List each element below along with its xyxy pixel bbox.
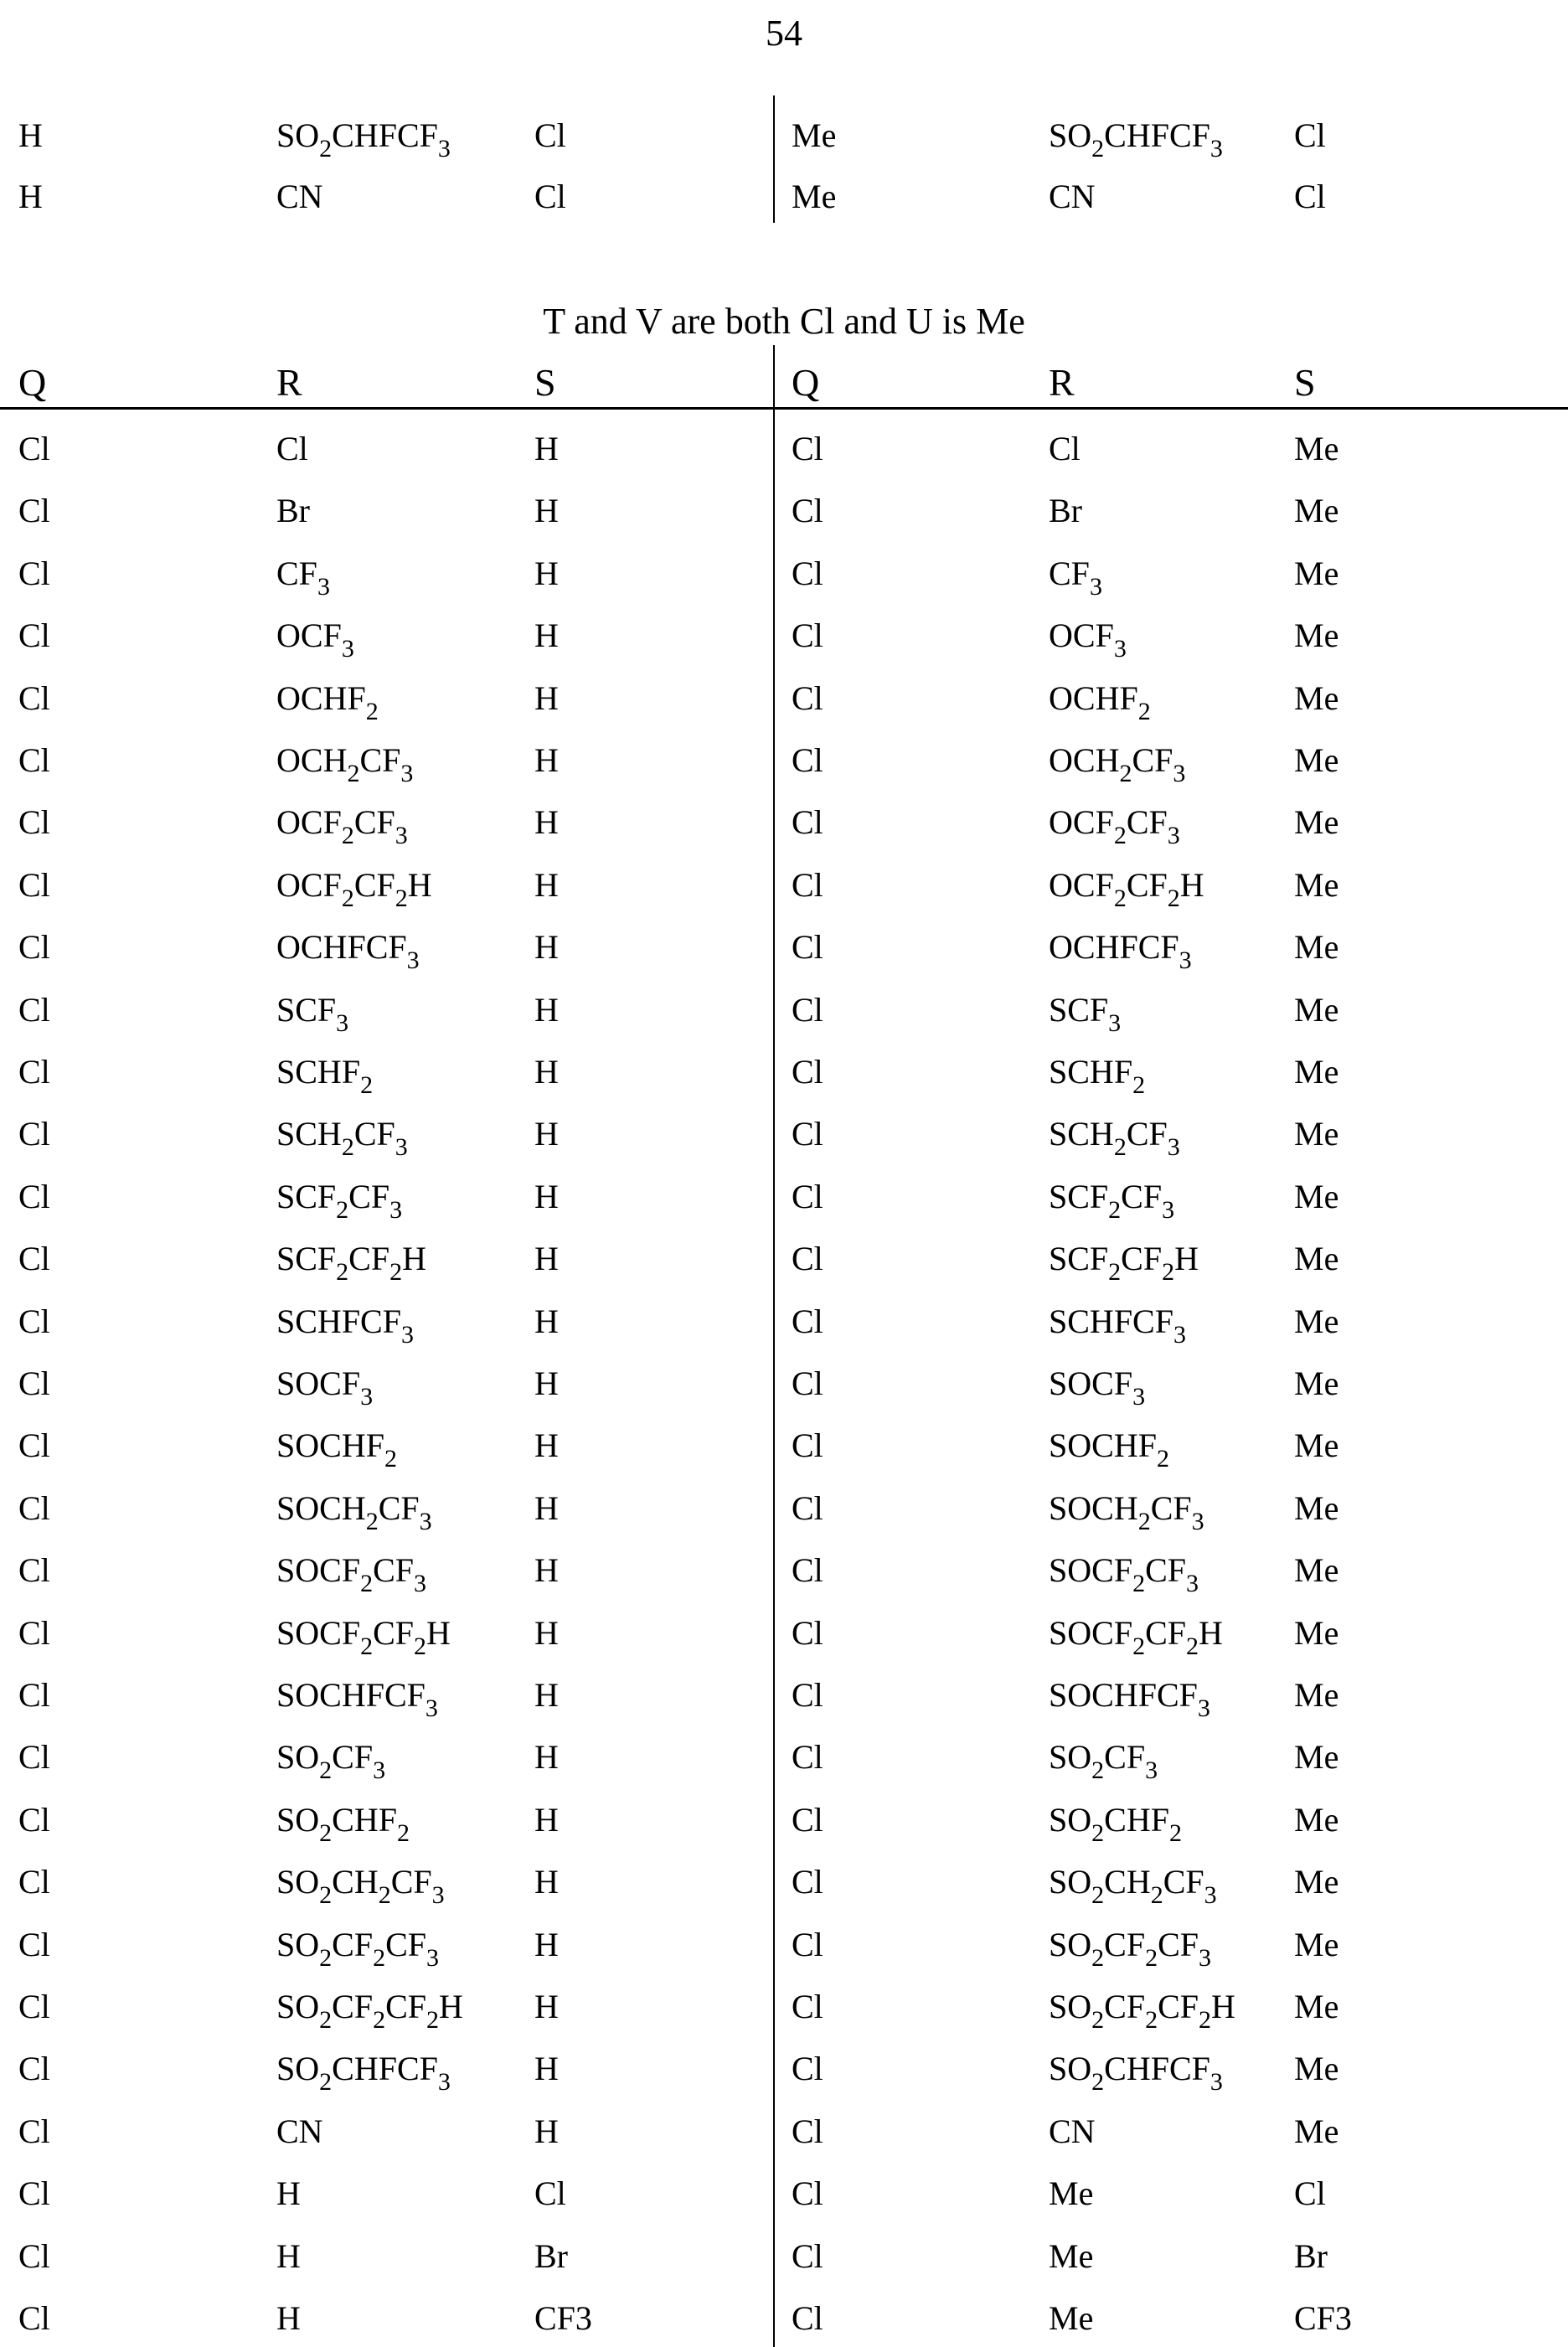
- cell-left-q: Cl: [18, 1053, 50, 1091]
- cell-left-q: Cl: [18, 1489, 50, 1527]
- cell-left-r: $SCHFCF_3$: [276, 1302, 414, 1349]
- cell-left-r: H: [276, 2237, 301, 2275]
- table-column-divider: [773, 345, 775, 2347]
- cell-right-s: Me: [1294, 1676, 1339, 1714]
- cell-right-q: Cl: [792, 1988, 823, 2025]
- header-right-q: Q: [792, 361, 820, 404]
- cell-right-r: $OCHF_2$: [1049, 679, 1151, 725]
- cell-left-r: $SCF_2CF_2H$: [276, 1240, 426, 1286]
- cell-right-r: $SOCF_2CF_2H$: [1049, 1614, 1223, 1660]
- cell-left-q: Cl: [18, 1926, 50, 1963]
- cell-right-r: $SCF_3$: [1049, 991, 1122, 1037]
- cell-right-r: $SOCHFCF_3$: [1049, 1676, 1210, 1722]
- cell-left-q: Cl: [18, 803, 50, 841]
- cell-left-q: Cl: [18, 2237, 50, 2275]
- cell-left-s: H: [534, 1801, 559, 1839]
- cell-right-s: Me: [1294, 430, 1339, 467]
- cell-right-r: $SO_2CHFCF_3$: [1049, 2050, 1223, 2096]
- cell-right-s: Me: [1294, 741, 1339, 779]
- cell-left-q: Cl: [18, 1426, 50, 1464]
- cell-left-s: H: [534, 866, 559, 904]
- cell-right-s: Me: [1294, 1053, 1339, 1091]
- cell-right-q: Cl: [792, 1115, 823, 1153]
- cell-left-s: H: [534, 741, 559, 779]
- cell-right-q: Cl: [792, 492, 823, 529]
- cell-right-q: Cl: [792, 1738, 823, 1776]
- cell-left-s: H: [534, 1240, 559, 1277]
- cell-right-q: Cl: [792, 1614, 823, 1652]
- cell-right-s: Cl: [1294, 178, 1326, 215]
- cell-left-r: $CF_3$: [276, 555, 330, 601]
- cell-right-q: Cl: [792, 1364, 823, 1402]
- cell-right-q: Cl: [792, 430, 823, 467]
- cell-right-q: Cl: [792, 741, 823, 779]
- continued-column-divider: [773, 95, 775, 223]
- page-number: 54: [766, 13, 802, 54]
- cell-right-r: $SCHF_2$: [1049, 1053, 1146, 1099]
- cell-left-q: H: [18, 116, 43, 154]
- cell-left-r: H: [276, 2174, 301, 2212]
- cell-left-q: Cl: [18, 430, 50, 467]
- cell-left-s: Cl: [534, 2174, 566, 2212]
- cell-left-s: Cl: [534, 178, 566, 215]
- cell-right-s: Me: [1294, 2050, 1339, 2087]
- cell-left-r: $SCF_3$: [276, 991, 349, 1037]
- cell-left-r: CN: [276, 2112, 323, 2150]
- cell-right-q: Cl: [792, 555, 823, 592]
- cell-right-s: Me: [1294, 1738, 1339, 1776]
- cell-right-r: $SO_2CHFCF_3$: [1049, 116, 1223, 162]
- cell-left-q: Cl: [18, 2050, 50, 2087]
- cell-left-q: Cl: [18, 1863, 50, 1901]
- cell-left-r: $OCH_2CF_3$: [276, 741, 414, 787]
- cell-right-r: CN: [1049, 2112, 1096, 2150]
- cell-left-s: H: [534, 1738, 559, 1776]
- header-rule: [0, 407, 1568, 410]
- cell-left-s: H: [534, 803, 559, 841]
- cell-right-q: Cl: [792, 1863, 823, 1901]
- cell-right-s: Me: [1294, 1178, 1339, 1215]
- cell-left-q: Cl: [18, 1240, 50, 1277]
- cell-left-s: H: [534, 1302, 559, 1340]
- cell-right-r: CN: [1049, 178, 1096, 215]
- cell-right-r: Cl: [1049, 430, 1081, 467]
- cell-right-s: Me: [1294, 1240, 1339, 1277]
- cell-left-r: $SCF_2CF_3$: [276, 1178, 403, 1224]
- cell-left-s: H: [534, 1364, 559, 1402]
- cell-left-s: H: [534, 1614, 559, 1652]
- cell-left-r: $SOCF_2CF_2H$: [276, 1614, 451, 1660]
- cell-right-r: Me: [1049, 2174, 1094, 2212]
- cell-right-s: Br: [1294, 2237, 1328, 2275]
- cell-right-q: Cl: [792, 866, 823, 904]
- cell-left-q: Cl: [18, 1178, 50, 1215]
- cell-right-q: Cl: [792, 803, 823, 841]
- cell-left-q: Cl: [18, 866, 50, 904]
- cell-left-s: H: [534, 430, 559, 467]
- cell-right-s: Cl: [1294, 116, 1326, 154]
- cell-left-s: H: [534, 1676, 559, 1714]
- cell-right-q: Cl: [792, 1926, 823, 1963]
- cell-left-q: Cl: [18, 991, 50, 1029]
- cell-left-r: $SO_2CHFCF_3$: [276, 2050, 451, 2096]
- cell-right-r: $OCF_3$: [1049, 616, 1127, 663]
- cell-right-q: Cl: [792, 1551, 823, 1589]
- cell-right-q: Cl: [792, 1178, 823, 1215]
- cell-right-r: Br: [1049, 492, 1082, 529]
- cell-right-q: Cl: [792, 2050, 823, 2087]
- header-left-q: Q: [18, 361, 47, 404]
- cell-right-s: Cl: [1294, 2174, 1326, 2212]
- cell-right-q: Cl: [792, 1302, 823, 1340]
- cell-right-s: Me: [1294, 492, 1339, 529]
- cell-left-q: Cl: [18, 1988, 50, 2025]
- cell-left-r: $SOCF_2CF_3$: [276, 1551, 426, 1597]
- cell-right-q: Me: [792, 178, 837, 215]
- cell-right-r: $SOCF_3$: [1049, 1364, 1146, 1411]
- cell-left-r: CN: [276, 178, 323, 215]
- cell-right-r: Me: [1049, 2237, 1094, 2275]
- cell-right-r: $SO_2CHF_2$: [1049, 1801, 1182, 1847]
- cell-right-r: $OCF_2CF_3$: [1049, 803, 1180, 849]
- cell-left-r: $SO_2CF_3$: [276, 1738, 386, 1784]
- cell-left-q: Cl: [18, 1738, 50, 1776]
- cell-left-s: Cl: [534, 116, 566, 154]
- cell-right-s: CF3: [1294, 2299, 1352, 2337]
- cell-right-s: Me: [1294, 803, 1339, 841]
- cell-right-q: Cl: [792, 1801, 823, 1839]
- cell-right-s: Me: [1294, 991, 1339, 1029]
- cell-left-q: Cl: [18, 555, 50, 592]
- cell-left-s: H: [534, 492, 559, 529]
- cell-right-q: Cl: [792, 1053, 823, 1091]
- cell-left-s: H: [534, 1178, 559, 1215]
- cell-left-r: Br: [276, 492, 310, 529]
- cell-left-q: H: [18, 178, 43, 215]
- cell-right-q: Cl: [792, 679, 823, 717]
- cell-right-s: Me: [1294, 1863, 1339, 1901]
- cell-right-s: Me: [1294, 1551, 1339, 1589]
- cell-right-q: Cl: [792, 616, 823, 654]
- cell-left-r: $SO_2CH_2CF_3$: [276, 1863, 445, 1909]
- cell-left-s: H: [534, 1115, 559, 1153]
- cell-right-q: Cl: [792, 1240, 823, 1277]
- cell-left-r: Cl: [276, 430, 308, 467]
- cell-right-s: Me: [1294, 2112, 1339, 2150]
- cell-right-r: $SCF_2CF_2H$: [1049, 1240, 1199, 1286]
- cell-left-r: $OCHF_2$: [276, 679, 379, 725]
- cell-left-r: $SO_2CHF_2$: [276, 1801, 410, 1847]
- cell-left-s: H: [534, 1863, 559, 1901]
- cell-right-q: Cl: [792, 928, 823, 966]
- cell-left-s: H: [534, 616, 559, 654]
- cell-left-q: Cl: [18, 2174, 50, 2212]
- cell-left-s: H: [534, 2112, 559, 2150]
- cell-left-r: $OCF_2CF_2H$: [276, 866, 432, 912]
- cell-right-s: Me: [1294, 1489, 1339, 1527]
- cell-left-q: Cl: [18, 1551, 50, 1589]
- cell-right-r: $SO_2CF_2CF_2H$: [1049, 1988, 1235, 2034]
- cell-left-q: Cl: [18, 928, 50, 966]
- cell-left-q: Cl: [18, 1676, 50, 1714]
- cell-left-s: Br: [534, 2237, 568, 2275]
- cell-left-s: H: [534, 2050, 559, 2087]
- cell-right-r: $SO_2CF_2CF_3$: [1049, 1926, 1212, 1972]
- cell-left-s: H: [534, 928, 559, 966]
- cell-left-q: Cl: [18, 679, 50, 717]
- cell-right-r: $SCF_2CF_3$: [1049, 1178, 1175, 1224]
- cell-left-q: Cl: [18, 741, 50, 779]
- cell-right-s: Me: [1294, 616, 1339, 654]
- cell-left-r: $OCF_3$: [276, 616, 354, 663]
- cell-right-s: Me: [1294, 555, 1339, 592]
- cell-left-r: $SCH_2CF_3$: [276, 1115, 408, 1161]
- cell-right-r: $SO_2CH_2CF_3$: [1049, 1863, 1217, 1909]
- cell-right-s: Me: [1294, 1801, 1339, 1839]
- header-right-r: R: [1049, 361, 1075, 404]
- cell-right-r: $SCHFCF_3$: [1049, 1302, 1186, 1349]
- cell-left-q: Cl: [18, 616, 50, 654]
- cell-left-r: $SO_2CF_2CF_2H$: [276, 1988, 463, 2034]
- cell-right-r: $SCH_2CF_3$: [1049, 1115, 1180, 1161]
- cell-left-q: Cl: [18, 492, 50, 529]
- cell-right-r: $SOCHF_2$: [1049, 1426, 1169, 1473]
- cell-right-s: Me: [1294, 866, 1339, 904]
- cell-right-q: Cl: [792, 991, 823, 1029]
- cell-right-s: Me: [1294, 1614, 1339, 1652]
- cell-right-q: Cl: [792, 1426, 823, 1464]
- header-left-r: R: [276, 361, 302, 404]
- cell-right-q: Cl: [792, 2299, 823, 2337]
- cell-right-q: Cl: [792, 1676, 823, 1714]
- header-right-s: S: [1294, 361, 1316, 404]
- table-caption: T and V are both Cl and U is Me: [543, 301, 1025, 342]
- cell-right-r: Me: [1049, 2299, 1094, 2337]
- cell-right-s: Me: [1294, 1988, 1339, 2025]
- cell-left-q: Cl: [18, 2299, 50, 2337]
- cell-left-s: H: [534, 1988, 559, 2025]
- cell-right-s: Me: [1294, 1115, 1339, 1153]
- cell-right-r: $SOCH_2CF_3$: [1049, 1489, 1204, 1535]
- cell-left-r: $OCF_2CF_3$: [276, 803, 408, 849]
- cell-left-r: H: [276, 2299, 301, 2337]
- cell-right-r: $CF_3$: [1049, 555, 1102, 601]
- cell-left-r: $SOCHF_2$: [276, 1426, 397, 1473]
- cell-left-r: $SCHF_2$: [276, 1053, 374, 1099]
- cell-left-s: H: [534, 1926, 559, 1963]
- cell-right-r: $OCF_2CF_2H$: [1049, 866, 1204, 912]
- cell-right-s: Me: [1294, 1364, 1339, 1402]
- cell-left-q: Cl: [18, 1115, 50, 1153]
- cell-left-r: $SOCH_2CF_3$: [276, 1489, 432, 1535]
- cell-left-r: $SOCF_3$: [276, 1364, 374, 1411]
- cell-right-q: Cl: [792, 2174, 823, 2212]
- cell-left-s: H: [534, 1426, 559, 1464]
- cell-left-r: $SOCHFCF_3$: [276, 1676, 438, 1722]
- cell-left-s: H: [534, 1551, 559, 1589]
- cell-right-s: Me: [1294, 928, 1339, 966]
- cell-right-q: Cl: [792, 2237, 823, 2275]
- cell-left-s: CF3: [534, 2299, 592, 2337]
- cell-right-r: $SOCF_2CF_3$: [1049, 1551, 1199, 1597]
- cell-left-q: Cl: [18, 1614, 50, 1652]
- cell-right-q: Me: [792, 116, 837, 154]
- cell-left-s: H: [534, 991, 559, 1029]
- cell-right-r: $OCHFCF_3$: [1049, 928, 1192, 974]
- cell-right-r: $OCH_2CF_3$: [1049, 741, 1186, 787]
- cell-right-r: $SO_2CF_3$: [1049, 1738, 1158, 1784]
- cell-left-r: $SO_2CHFCF_3$: [276, 116, 451, 162]
- cell-right-q: Cl: [792, 1489, 823, 1527]
- cell-right-s: Me: [1294, 1302, 1339, 1340]
- cell-right-s: Me: [1294, 1926, 1339, 1963]
- cell-left-q: Cl: [18, 1364, 50, 1402]
- cell-left-s: H: [534, 555, 559, 592]
- cell-right-s: Me: [1294, 679, 1339, 717]
- cell-left-r: $SO_2CF_2CF_3$: [276, 1926, 440, 1972]
- header-left-s: S: [534, 361, 556, 404]
- cell-left-q: Cl: [18, 2112, 50, 2150]
- cell-right-s: Me: [1294, 1426, 1339, 1464]
- cell-left-s: H: [534, 1489, 559, 1527]
- cell-left-s: H: [534, 1053, 559, 1091]
- cell-left-s: H: [534, 679, 559, 717]
- cell-right-q: Cl: [792, 2112, 823, 2150]
- cell-left-r: $OCHFCF_3$: [276, 928, 420, 974]
- cell-left-q: Cl: [18, 1302, 50, 1340]
- cell-left-q: Cl: [18, 1801, 50, 1839]
